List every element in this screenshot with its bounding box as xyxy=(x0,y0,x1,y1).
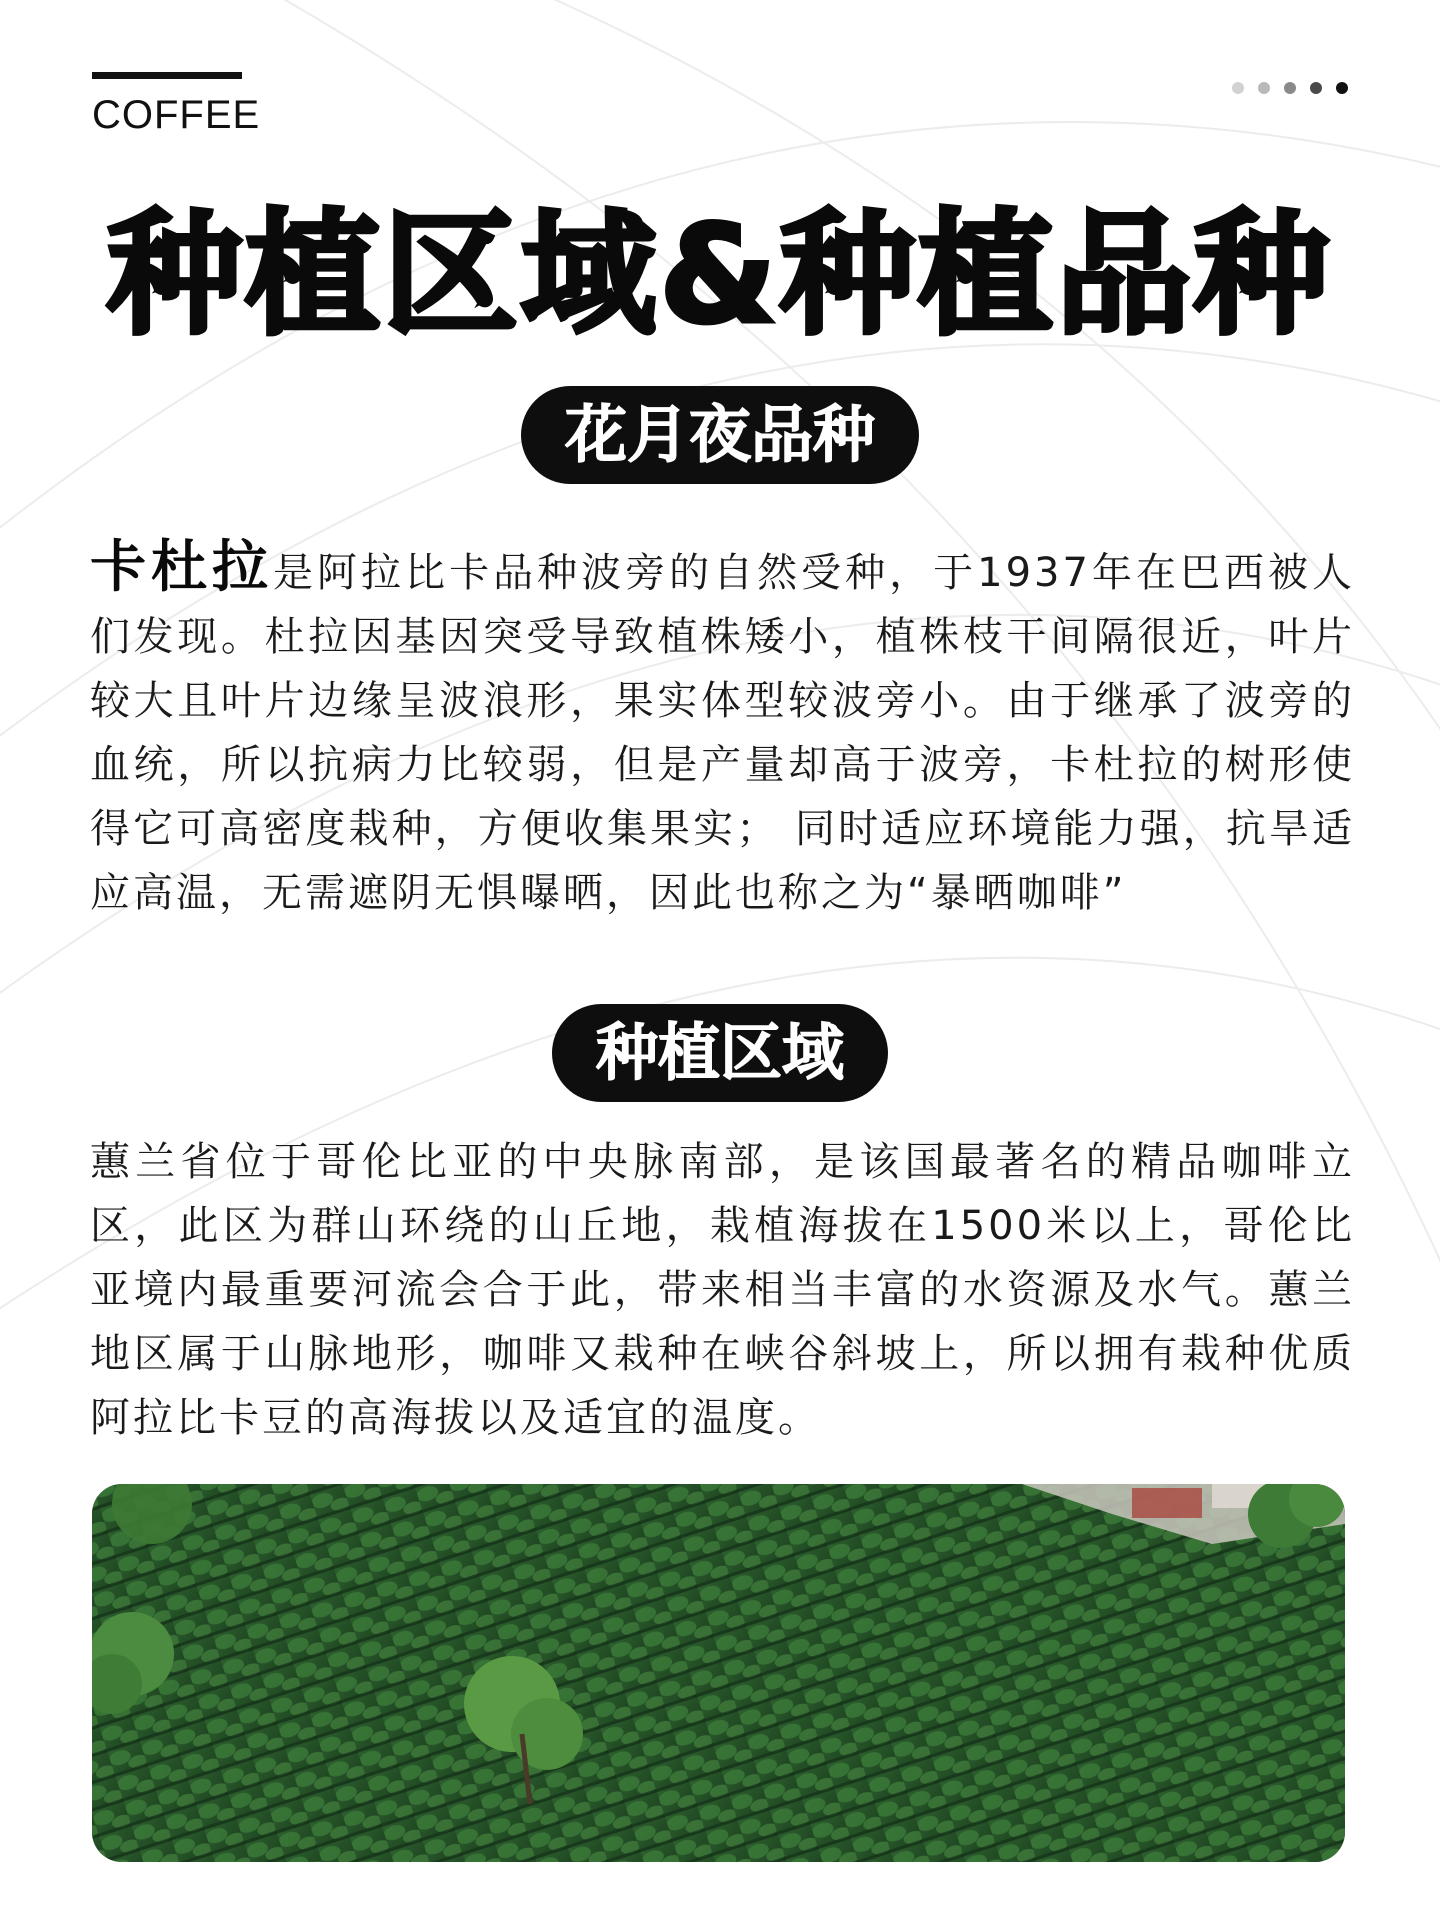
section-heading-variety: 花月夜品种 xyxy=(521,386,919,484)
pagination-dot xyxy=(1310,82,1322,94)
pagination-dot xyxy=(1232,82,1244,94)
brand-label: COFFEE xyxy=(92,93,261,137)
pagination-dot xyxy=(1258,82,1270,94)
pagination-dot xyxy=(1284,82,1296,94)
region-paragraph: 蕙兰省位于哥伦比亚的中央脉南部，是该国最著名的精品咖啡立区，此区为群山环绕的山丘地，栽植海拔在1500米以上，哥伦比亚境内最重要河流会合于此，带来相当丰富的水资源及水气。蕙兰地区属于山脉地形，咖啡又栽种在峡谷斜坡上，所以拥有栽种优质阿拉比卡豆的高海拔以及适宜的温度。 xyxy=(90,1139,1355,1441)
variety-lead-term: 卡杜拉 xyxy=(90,535,274,600)
variety-body-text: 是阿拉比卡品种波旁的自然受种，于1937年在巴西被人们发现。杜拉因基因突受导致植株矮小，植株枝干间隔很近，叶片较大且叶片边缘呈波浪形，果实体型较波旁小。由于继承了波旁的血统，所以抗病力比较弱，但是产量却高于波旁，卡杜拉的树形使得它可高密度栽种，方便收集果实； 同时适应环境能力强，抗旱适应高温，无需遮阴无惧曝晒，因此也称之为“暴晒咖啡” xyxy=(90,550,1356,916)
brand-bar xyxy=(92,72,242,79)
section-heading-region: 种植区域 xyxy=(552,1004,888,1102)
brand-block xyxy=(92,72,260,138)
variety-paragraph xyxy=(90,536,1355,925)
pagination-dot-active xyxy=(1336,82,1348,94)
page-title: 种植区域&种植品种 xyxy=(107,197,1333,353)
pagination-dots xyxy=(1232,82,1348,94)
coffee-plantation-image xyxy=(92,1484,1345,1862)
